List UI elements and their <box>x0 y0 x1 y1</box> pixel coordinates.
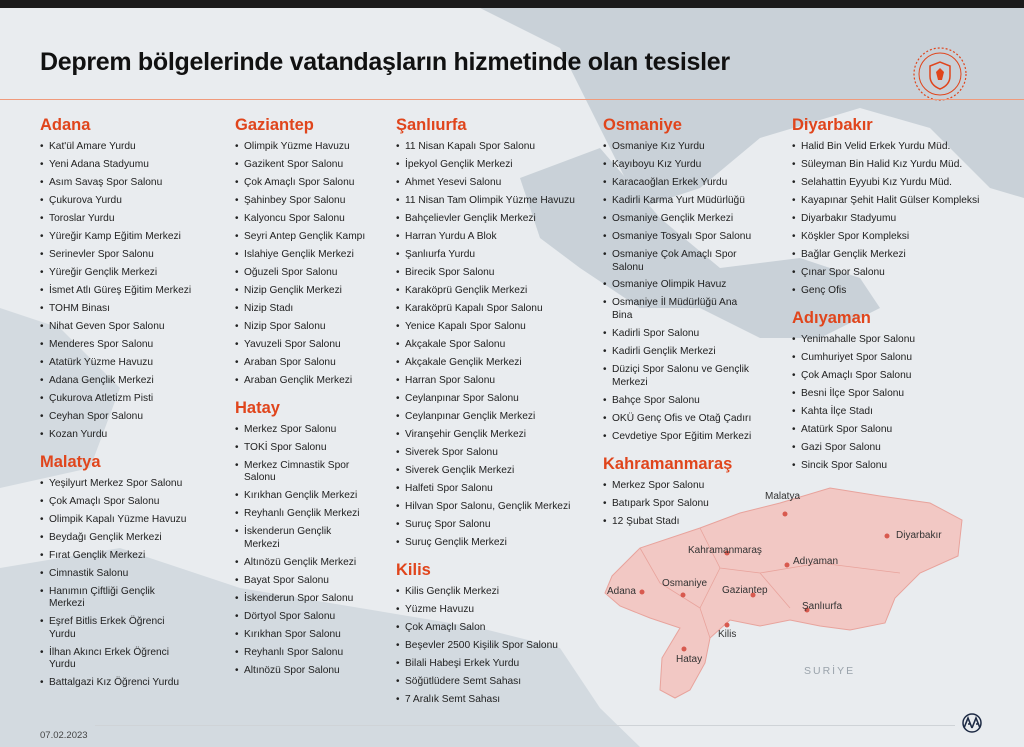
facility-item: • Şahinbey Spor Salonu <box>235 195 369 208</box>
infographic-canvas <box>0 8 1024 747</box>
facility-item: • 11 Nisan Kapalı Spor Salonu <box>396 141 575 154</box>
facility-item: • Nizip Spor Salonu <box>235 321 369 334</box>
facility-item: • 12 Şubat Stadı <box>603 516 762 529</box>
facility-item: • Ceyhan Spor Salonu <box>40 411 191 424</box>
facility-item: • Kahta İlçe Stadı <box>792 406 979 419</box>
facility-item: • Yüreğir Kamp Eğitim Merkezi <box>40 231 191 244</box>
facility-item: • Söğütlüdere Semt Sahası <box>396 676 575 689</box>
facility-item: • Kalyoncu Spor Salonu <box>235 213 369 226</box>
column-5 <box>792 116 979 478</box>
facility-item: • Cimnastik Salonu <box>40 568 191 581</box>
city-heading-kilis: Kilis <box>396 560 431 579</box>
facility-item: • Çınar Spor Salonu <box>792 267 979 280</box>
facility-list-osmaniye <box>603 141 762 443</box>
facility-item: • Reyhanlı Gençlik Merkezi <box>235 508 369 521</box>
facility-item: • Atatürk Yüzme Havuzu <box>40 357 191 370</box>
facility-item: • Islahiye Gençlik Merkezi <box>235 249 369 262</box>
facility-item: • Beşevler 2500 Kişilik Spor Salonu <box>396 640 575 653</box>
facility-item: • Genç Ofis <box>792 285 979 298</box>
footer-divider <box>95 725 955 726</box>
facility-list-sanliurfa <box>396 141 575 549</box>
facility-item: • Araban Spor Salonu <box>235 357 369 370</box>
facility-item: • Çok Amaçlı Salon <box>396 622 575 635</box>
facility-item: • Yenimahalle Spor Salonu <box>792 334 979 347</box>
facility-item: • 7 Aralık Semt Sahası <box>396 694 575 707</box>
column-1 <box>40 116 191 695</box>
facility-item: • Osmaniye Gençlik Merkezi <box>603 213 762 226</box>
facility-item: • Olimpik Kapalı Yüzme Havuzu <box>40 514 191 527</box>
facility-item: • Diyarbakır Stadyumu <box>792 213 979 226</box>
city-heading-adana: Adana <box>40 116 91 134</box>
facility-item: • Bağlar Gençlik Merkezi <box>792 249 979 262</box>
map-label-diyarbakir: Diyarbakır <box>896 530 942 541</box>
facility-item: • Nihat Geven Spor Salonu <box>40 321 191 334</box>
facility-item: • İpekyol Gençlik Merkezi <box>396 159 575 172</box>
facility-item: • Olimpik Yüzme Havuzu <box>235 141 369 154</box>
facility-item: • Kırıkhan Gençlik Merkezi <box>235 490 369 503</box>
facility-item: • Gazi Spor Salonu <box>792 442 979 455</box>
facility-list-gaziantep <box>235 141 369 387</box>
facility-item: • Nizip Stadı <box>235 303 369 316</box>
facility-item: • İskenderun Spor Salonu <box>235 593 369 606</box>
facility-item: • Kadirli Karma Yurt Müdürlüğü <box>603 195 762 208</box>
column-3 <box>396 116 575 712</box>
city-heading-sanliurfa: Şanlıurfa <box>396 116 467 134</box>
facility-item: • Karaköprü Kapalı Spor Salonu <box>396 303 575 316</box>
agency-logo-icon <box>957 713 987 733</box>
facility-item: • Altınözü Gençlik Merkezi <box>235 557 369 570</box>
map-label-kilis: Kilis <box>718 629 737 640</box>
facility-item: • Harran Yurdu A Blok <box>396 231 575 244</box>
facility-item: • Reyhanlı Spor Salonu <box>235 647 369 660</box>
city-heading-kahramanmaras: Kahramanmaraş <box>603 454 733 473</box>
facility-item: • Süleyman Bin Halid Kız Yurdu Müd. <box>792 159 979 172</box>
facility-item: • İskenderun Gençlik Merkezi <box>235 526 354 551</box>
facility-item: • Siverek Spor Salonu <box>396 447 575 460</box>
facility-item: • Viranşehir Gençlik Merkezi <box>396 429 575 442</box>
facility-item: • Bilali Habeşi Erkek Yurdu <box>396 658 575 671</box>
map-label-country: SURİYE <box>804 665 856 677</box>
facility-item: • Toroslar Yurdu <box>40 213 191 226</box>
facility-item: • Karacaoğlan Erkek Yurdu <box>603 177 762 190</box>
map-label-hatay: Hatay <box>676 654 703 665</box>
city-heading-adiyaman: Adıyaman <box>792 308 871 327</box>
facility-list-malatya <box>40 478 191 690</box>
facility-item: • Düziçi Spor Salonu ve Gençlik Merkezi <box>603 364 762 389</box>
facility-item: • Sincik Spor Salonu <box>792 460 979 473</box>
facility-item: • Selahattin Eyyubi Kız Yurdu Müd. <box>792 177 979 190</box>
facility-list-kahramanmaras <box>603 480 762 529</box>
map-label-malatya: Malatya <box>765 491 801 502</box>
facility-item: • Hanımın Çiftliği Gençlik Merkezi <box>40 586 179 611</box>
facility-item: • Battalgazi Kız Öğrenci Yurdu <box>40 677 191 690</box>
facility-item: • Bahçe Spor Salonu <box>603 395 762 408</box>
facility-item: • Kadirli Gençlik Merkezi <box>603 346 762 359</box>
publish-date: 07.02.2023 <box>40 730 88 741</box>
facility-item: • Nizip Gençlik Merkezi <box>235 285 369 298</box>
facility-item: • Fırat Gençlik Merkezi <box>40 550 191 563</box>
facility-item: • Batıpark Spor Salonu <box>603 498 762 511</box>
facility-item: • Yeşilyurt Merkez Spor Salonu <box>40 478 191 491</box>
facility-item: • Çukurova Yurdu <box>40 195 191 208</box>
facility-list-diyarbakir <box>792 141 979 297</box>
facility-item: • Siverek Gençlik Merkezi <box>396 465 575 478</box>
facility-item: • Kayıboyu Kız Yurdu <box>603 159 762 172</box>
facility-item: • Şanlıurfa Yurdu <box>396 249 575 262</box>
city-heading-hatay: Hatay <box>235 398 280 417</box>
facility-item: • Köşkler Spor Kompleksi <box>792 231 979 244</box>
facility-item: • Suruç Gençlik Merkezi <box>396 537 575 550</box>
facility-item: • Çok Amaçlı Spor Salonu <box>40 496 191 509</box>
facility-item: • Osmaniye Çok Amaçlı Spor Salonu <box>603 249 752 274</box>
facility-item: • Menderes Spor Salonu <box>40 339 191 352</box>
facility-item: • TOHM Binası <box>40 303 191 316</box>
facility-item: • Osmaniye Olimpik Havuz <box>603 279 762 292</box>
ministry-logo-icon <box>912 46 968 102</box>
facility-item: • Cumhuriyet Spor Salonu <box>792 352 979 365</box>
facility-list-adana <box>40 141 191 441</box>
city-heading-malatya: Malatya <box>40 452 101 471</box>
column-2 <box>235 116 369 683</box>
facility-item: • Beydağı Gençlik Merkezi <box>40 532 191 545</box>
facility-item: • Altınözü Spor Salonu <box>235 665 369 678</box>
facility-item: • Serinevler Spor Salonu <box>40 249 191 262</box>
facility-item: • Bayat Spor Salonu <box>235 575 369 588</box>
facility-item: • Kırıkhan Spor Salonu <box>235 629 369 642</box>
facility-item: • Kat'ül Amare Yurdu <box>40 141 191 154</box>
city-heading-osmaniye: Osmaniye <box>603 116 682 134</box>
facility-item: • Asım Savaş Spor Salonu <box>40 177 191 190</box>
city-heading-diyarbakir: Diyarbakır <box>792 116 873 134</box>
facility-item: • Osmaniye Tosyalı Spor Salonu <box>603 231 762 244</box>
facility-item: • Bahçelievler Gençlik Merkezi <box>396 213 575 226</box>
page-title: Deprem bölgelerinde vatandaşların hizmetinde olan tesisler <box>40 48 730 76</box>
facility-item: • Çukurova Atletizm Pisti <box>40 393 191 406</box>
facility-item: • Merkez Spor Salonu <box>235 424 369 437</box>
map-label-adiyaman: Adıyaman <box>793 556 839 567</box>
facility-list-kilis <box>396 586 575 707</box>
facility-item: • İlhan Akıncı Erkek Öğrenci Yurdu <box>40 647 189 672</box>
facility-item: • Akçakale Spor Salonu <box>396 339 575 352</box>
map-label-sanliurfa: Şanlıurfa <box>802 601 843 612</box>
facility-item: • Suruç Spor Salonu <box>396 519 575 532</box>
facility-item: • Halfeti Spor Salonu <box>396 483 575 496</box>
facility-item: • Yenice Kapalı Spor Salonu <box>396 321 575 334</box>
facility-item: • Ceylanpınar Spor Salonu <box>396 393 575 406</box>
facility-item: • Çok Amaçlı Spor Salonu <box>792 370 979 383</box>
facility-item: • Cevdetiye Spor Eğitim Merkezi <box>603 431 762 444</box>
facility-item: • Ceylanpınar Gençlik Merkezi <box>396 411 575 424</box>
facility-item: • Birecik Spor Salonu <box>396 267 575 280</box>
facility-item: • 11 Nisan Tam Olimpik Yüzme Havuzu <box>396 195 575 208</box>
top-bar <box>0 0 1024 8</box>
facility-item: • Dörtyol Spor Salonu <box>235 611 369 624</box>
facility-item: • Kadirli Spor Salonu <box>603 328 762 341</box>
facility-item: • Kayapınar Şehit Halit Gülser Kompleksi <box>792 195 979 208</box>
facility-item: • Adana Gençlik Merkezi <box>40 375 191 388</box>
facility-item: • Ahmet Yesevi Salonu <box>396 177 575 190</box>
facility-item: • Gazikent Spor Salonu <box>235 159 369 172</box>
facility-item: • Akçakale Gençlik Merkezi <box>396 357 575 370</box>
column-4 <box>603 116 762 534</box>
facility-item: • İsmet Atlı Güreş Eğitim Merkezi <box>40 285 191 298</box>
facility-item: • Besni İlçe Spor Salonu <box>792 388 979 401</box>
map-label-gaziantep: Gaziantep <box>722 585 768 596</box>
facility-item: • Oğuzeli Spor Salonu <box>235 267 369 280</box>
facility-item: • Hilvan Spor Salonu, Gençlik Merkezi <box>396 501 575 514</box>
facility-item: • Yeni Adana Stadyumu <box>40 159 191 172</box>
facility-item: • Osmaniye Kız Yurdu <box>603 141 762 154</box>
facility-item: • Eşref Bitlis Erkek Öğrenci Yurdu <box>40 616 189 641</box>
facility-item: • Çok Amaçlı Spor Salonu <box>235 177 369 190</box>
facility-list-adiyaman <box>792 334 979 472</box>
facility-item: • Yüreğir Gençlik Merkezi <box>40 267 191 280</box>
city-heading-gaziantep: Gaziantep <box>235 116 314 134</box>
facility-item: • Yavuzeli Spor Salonu <box>235 339 369 352</box>
map-label-adana: Adana <box>607 586 636 597</box>
facility-item: • Kozan Yurdu <box>40 429 191 442</box>
facility-item: • Seyri Antep Gençlik Kampı <box>235 231 369 244</box>
map-label-kahramanmaras: Kahramanmaraş <box>688 545 762 556</box>
facility-item: • Atatürk Spor Salonu <box>792 424 979 437</box>
facility-item: • Osmaniye İl Müdürlüğü Ana Bina <box>603 297 752 322</box>
facility-item: • Araban Gençlik Merkezi <box>235 375 369 388</box>
facility-item: • Harran Spor Salonu <box>396 375 575 388</box>
map-label-osmaniye: Osmaniye <box>662 578 708 589</box>
facility-item: • OKÜ Genç Ofis ve Otağ Çadırı <box>603 413 762 426</box>
facility-list-hatay <box>235 424 369 678</box>
facility-item: • Kilis Gençlik Merkezi <box>396 586 575 599</box>
facility-item: • Halid Bin Velid Erkek Yurdu Müd. <box>792 141 979 154</box>
facility-item: • Merkez Spor Salonu <box>603 480 762 493</box>
facility-item: • Karaköprü Gençlik Merkezi <box>396 285 575 298</box>
facility-item: • Yüzme Havuzu <box>396 604 575 617</box>
title-divider <box>0 99 1024 100</box>
facility-item: • Merkez Cimnastik Spor Salonu <box>235 460 369 485</box>
facility-item: • TOKİ Spor Salonu <box>235 442 369 455</box>
